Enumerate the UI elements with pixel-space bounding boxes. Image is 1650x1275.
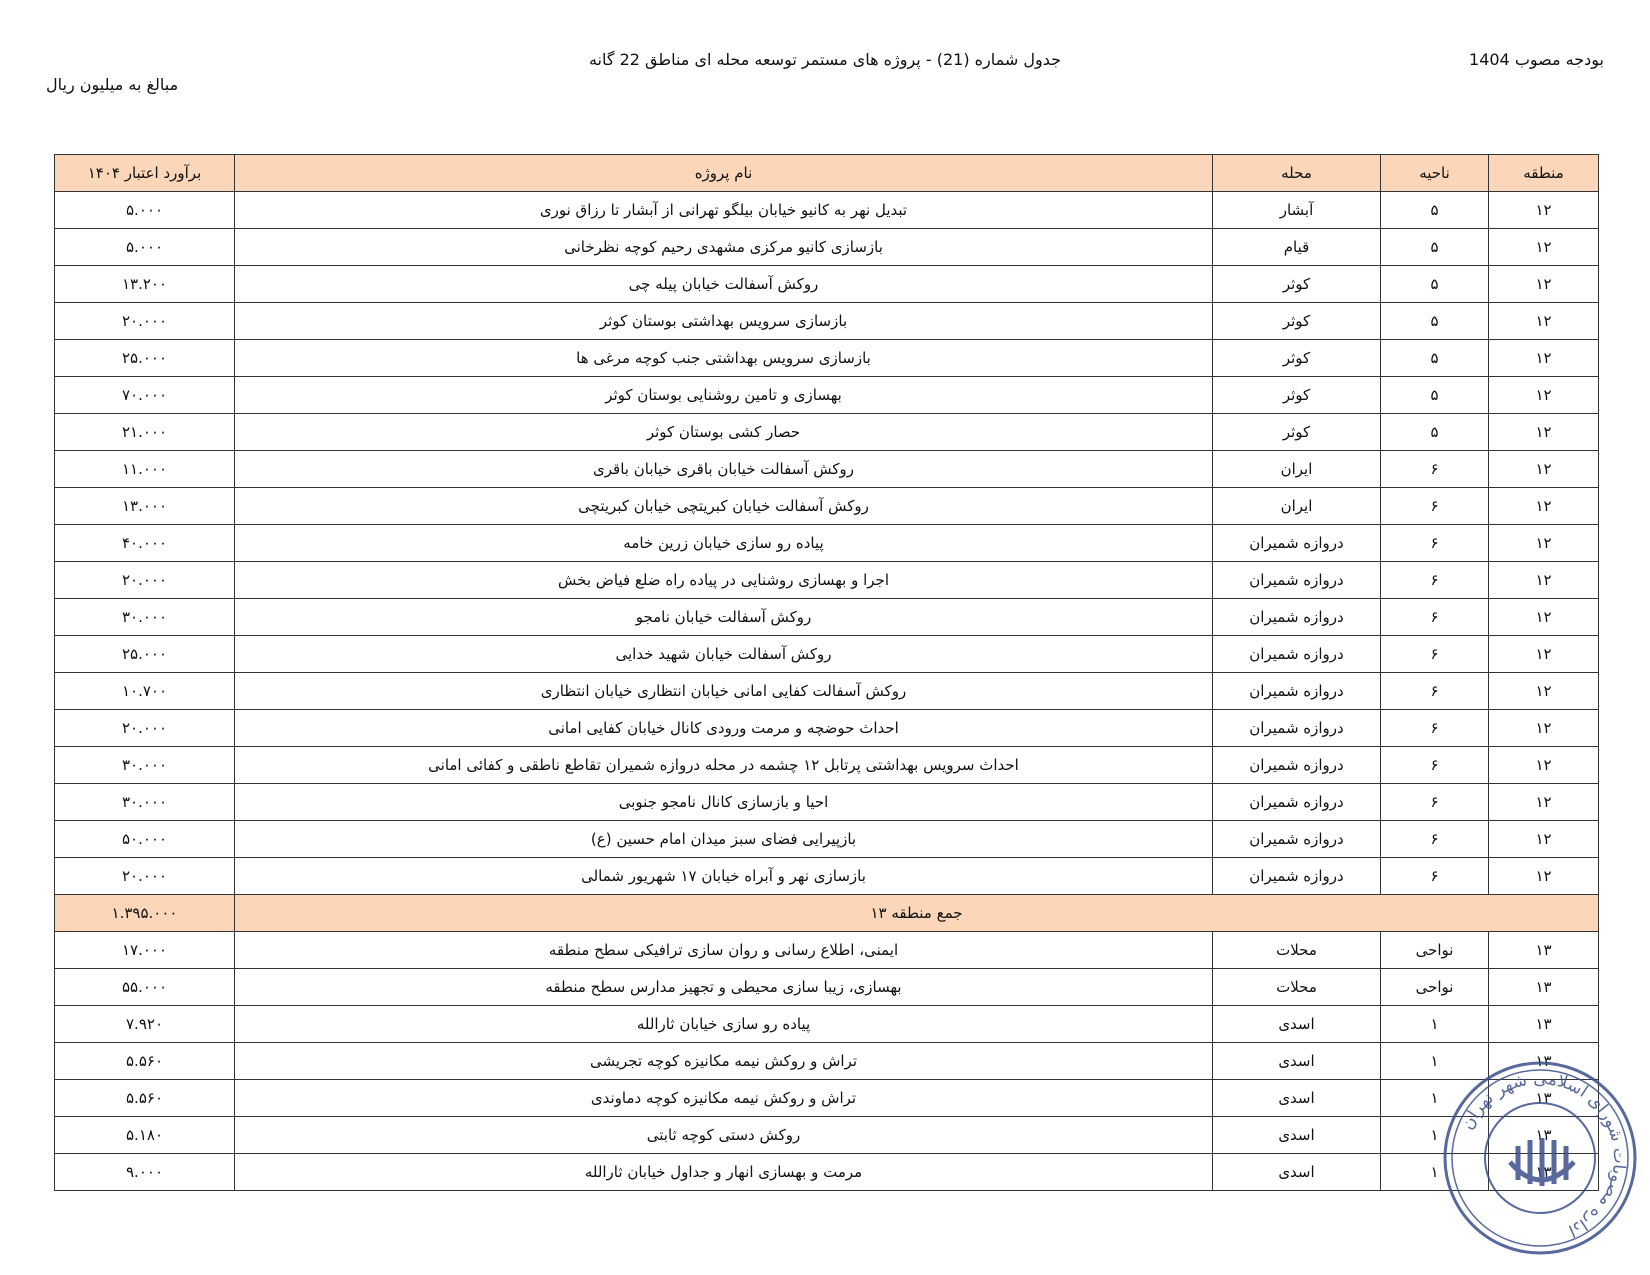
cell-credit: ۹.۰۰۰	[55, 1154, 235, 1191]
col-header-neighborhood: محله	[1213, 155, 1381, 192]
cell-region: ۱۲	[1489, 525, 1599, 562]
table-body-region-12	[55, 192, 1599, 895]
cell-district: ۱	[1381, 1154, 1489, 1191]
table-row	[55, 747, 1599, 784]
cell-region: ۱۲	[1489, 710, 1599, 747]
cell-project: تبدیل نهر به کانیو خیابان بیلگو تهرانی از آبشار تا رزاق نوری	[235, 192, 1213, 229]
cell-project: مرمت و بهسازی انهار و جداول خیابان ثارالله	[235, 1154, 1213, 1191]
cell-credit: ۲۰.۰۰۰	[55, 562, 235, 599]
cell-district: ۱	[1381, 1117, 1489, 1154]
cell-region: ۱۲	[1489, 673, 1599, 710]
cell-neighborhood: آبشار	[1213, 192, 1381, 229]
cell-region: ۱۲	[1489, 377, 1599, 414]
cell-credit: ۵.۵۶۰	[55, 1080, 235, 1117]
table-row	[55, 414, 1599, 451]
cell-credit: ۳۰.۰۰۰	[55, 747, 235, 784]
table-body-region-13	[55, 932, 1599, 1191]
cell-district: ۶	[1381, 673, 1489, 710]
cell-project: بازسازی سرویس بهداشتی جنب کوچه مرغی ها	[235, 340, 1213, 377]
cell-credit: ۲۰.۰۰۰	[55, 710, 235, 747]
cell-region: ۱۲	[1489, 821, 1599, 858]
cell-neighborhood: کوثر	[1213, 377, 1381, 414]
table-row	[55, 303, 1599, 340]
cell-district: ۶	[1381, 525, 1489, 562]
table-row	[55, 599, 1599, 636]
table-row	[55, 229, 1599, 266]
table-row	[55, 1043, 1599, 1080]
cell-neighborhood: اسدی	[1213, 1006, 1381, 1043]
cell-neighborhood: دروازه شمیران	[1213, 710, 1381, 747]
cell-project: بازسازی کانیو مرکزی مشهدی رحیم کوچه نظرخانی	[235, 229, 1213, 266]
cell-district: ۶	[1381, 488, 1489, 525]
cell-district: ۱	[1381, 1043, 1489, 1080]
table-total	[55, 895, 1599, 932]
cell-neighborhood: اسدی	[1213, 1080, 1381, 1117]
cell-district: ۱	[1381, 1006, 1489, 1043]
cell-project: حصار کشی بوستان کوثر	[235, 414, 1213, 451]
table-row	[55, 673, 1599, 710]
table-row	[55, 562, 1599, 599]
cell-credit: ۱۳.۰۰۰	[55, 488, 235, 525]
table-row	[55, 1117, 1599, 1154]
cell-district: ۵	[1381, 266, 1489, 303]
cell-district: ۶	[1381, 747, 1489, 784]
cell-region: ۱۳	[1489, 1154, 1599, 1191]
table-row	[55, 192, 1599, 229]
table-row	[55, 1006, 1599, 1043]
unit-note: مبالغ به میلیون ریال	[46, 75, 179, 94]
cell-district: ۶	[1381, 858, 1489, 895]
table-row	[55, 1154, 1599, 1191]
budget-label: بودجه مصوب 1404	[1469, 50, 1604, 69]
cell-district: ۶	[1381, 562, 1489, 599]
cell-district: نواحی	[1381, 932, 1489, 969]
cell-credit: ۵.۰۰۰	[55, 192, 235, 229]
table-row	[55, 1080, 1599, 1117]
cell-region: ۱۳	[1489, 932, 1599, 969]
cell-credit: ۵۰.۰۰۰	[55, 821, 235, 858]
cell-neighborhood: کوثر	[1213, 266, 1381, 303]
cell-neighborhood: محلات	[1213, 969, 1381, 1006]
cell-project: روکش آسفالت کفایی امانی خیابان انتظاری خیابان انتظاری	[235, 673, 1213, 710]
cell-neighborhood: کوثر	[1213, 414, 1381, 451]
cell-region: ۱۲	[1489, 229, 1599, 266]
col-header-district: ناحیه	[1381, 155, 1489, 192]
cell-district: ۵	[1381, 303, 1489, 340]
cell-district: ۵	[1381, 340, 1489, 377]
cell-region: ۱۳	[1489, 1117, 1599, 1154]
table-row	[55, 451, 1599, 488]
page-title: جدول شماره (21) - پروژه های مستمر توسعه محله ای مناطق 22 گانه	[588, 50, 1062, 69]
cell-region: ۱۳	[1489, 1043, 1599, 1080]
cell-credit: ۷۰.۰۰۰	[55, 377, 235, 414]
cell-project: پیاده رو سازی خیابان ثارالله	[235, 1006, 1213, 1043]
table-row	[55, 784, 1599, 821]
table-row	[55, 932, 1599, 969]
table-row	[55, 858, 1599, 895]
cell-credit: ۲۵.۰۰۰	[55, 636, 235, 673]
cell-neighborhood: اسدی	[1213, 1154, 1381, 1191]
cell-project: تراش و روکش نیمه مکانیزه کوچه تجریشی	[235, 1043, 1213, 1080]
cell-region: ۱۲	[1489, 636, 1599, 673]
cell-credit: ۲۵.۰۰۰	[55, 340, 235, 377]
cell-neighborhood: دروازه شمیران	[1213, 599, 1381, 636]
table-row	[55, 488, 1599, 525]
cell-region: ۱۳	[1489, 1080, 1599, 1117]
table-row	[55, 710, 1599, 747]
cell-neighborhood: دروازه شمیران	[1213, 673, 1381, 710]
cell-credit: ۲۰.۰۰۰	[55, 303, 235, 340]
cell-neighborhood: دروازه شمیران	[1213, 747, 1381, 784]
col-header-credit: برآورد اعتبار ۱۴۰۴	[55, 155, 235, 192]
cell-project: روکش آسفالت خیابان باقری خیابان باقری	[235, 451, 1213, 488]
cell-credit: ۱۷.۰۰۰	[55, 932, 235, 969]
table-row	[55, 821, 1599, 858]
cell-project: بهسازی و تامین روشنایی بوستان کوثر	[235, 377, 1213, 414]
cell-neighborhood: قیام	[1213, 229, 1381, 266]
table-row	[55, 636, 1599, 673]
cell-region: ۱۳	[1489, 969, 1599, 1006]
table-row	[55, 525, 1599, 562]
cell-project: بازسازی نهر و آبراه خیابان ۱۷ شهریور شمالی	[235, 858, 1213, 895]
cell-region: ۱۲	[1489, 562, 1599, 599]
table-row	[55, 969, 1599, 1006]
projects-table	[54, 154, 1599, 1191]
cell-project: روکش دستی کوچه ثابتی	[235, 1117, 1213, 1154]
cell-project: پیاده رو سازی خیابان زرین خامه	[235, 525, 1213, 562]
cell-project: روکش آسفالت خیابان کبریتچی خیابان کبریتچی	[235, 488, 1213, 525]
col-header-project: نام پروژه	[235, 155, 1213, 192]
table-row	[55, 266, 1599, 303]
cell-region: ۱۲	[1489, 266, 1599, 303]
cell-neighborhood: دروازه شمیران	[1213, 525, 1381, 562]
total-credit: ۱.۳۹۵.۰۰۰	[55, 895, 235, 932]
cell-project: احداث سرویس بهداشتی پرتابل ۱۲ چشمه در محله دروازه شمیران تقاطع ناطقی و کفائی امانی	[235, 747, 1213, 784]
table-row	[55, 340, 1599, 377]
cell-district: ۶	[1381, 451, 1489, 488]
cell-neighborhood: محلات	[1213, 932, 1381, 969]
cell-neighborhood: کوثر	[1213, 340, 1381, 377]
cell-region: ۱۲	[1489, 340, 1599, 377]
cell-credit: ۳۰.۰۰۰	[55, 599, 235, 636]
cell-credit: ۱۳.۲۰۰	[55, 266, 235, 303]
cell-neighborhood: دروازه شمیران	[1213, 784, 1381, 821]
cell-credit: ۲۰.۰۰۰	[55, 858, 235, 895]
total-label: جمع منطقه ۱۳	[235, 895, 1599, 932]
cell-region: ۱۲	[1489, 488, 1599, 525]
cell-neighborhood: ایران	[1213, 451, 1381, 488]
cell-credit: ۷.۹۲۰	[55, 1006, 235, 1043]
cell-region: ۱۲	[1489, 599, 1599, 636]
col-header-region: منطقه	[1489, 155, 1599, 192]
cell-district: ۱	[1381, 1080, 1489, 1117]
cell-region: ۱۲	[1489, 192, 1599, 229]
cell-project: بازسازی سرویس بهداشتی بوستان کوثر	[235, 303, 1213, 340]
cell-region: ۱۲	[1489, 784, 1599, 821]
cell-district: نواحی	[1381, 969, 1489, 1006]
cell-neighborhood: دروازه شمیران	[1213, 562, 1381, 599]
cell-district: ۶	[1381, 821, 1489, 858]
cell-district: ۶	[1381, 784, 1489, 821]
cell-region: ۱۲	[1489, 747, 1599, 784]
cell-credit: ۱۰.۷۰۰	[55, 673, 235, 710]
cell-district: ۶	[1381, 599, 1489, 636]
cell-credit: ۲۱.۰۰۰	[55, 414, 235, 451]
cell-project: احداث حوضچه و مرمت ورودی کانال خیابان کفایی امانی	[235, 710, 1213, 747]
cell-region: ۱۳	[1489, 1006, 1599, 1043]
table-row	[55, 377, 1599, 414]
cell-project: روکش آسفالت خیابان نامجو	[235, 599, 1213, 636]
cell-project: اجرا و بهسازی روشنایی در پیاده راه ضلع فیاض بخش	[235, 562, 1213, 599]
cell-district: ۶	[1381, 710, 1489, 747]
cell-neighborhood: دروازه شمیران	[1213, 821, 1381, 858]
table-header-row	[55, 155, 1599, 192]
cell-neighborhood: کوثر	[1213, 303, 1381, 340]
cell-credit: ۳۰.۰۰۰	[55, 784, 235, 821]
cell-credit: ۵.۱۸۰	[55, 1117, 235, 1154]
cell-project: بازپیرایی فضای سبز میدان امام حسین (ع)	[235, 821, 1213, 858]
cell-district: ۵	[1381, 377, 1489, 414]
cell-region: ۱۲	[1489, 451, 1599, 488]
svg-text:اداره مصوبات شورای اسلامی شهر: اداره مصوبات شورای اسلامی شهر تهران	[1457, 1068, 1630, 1241]
cell-credit: ۵.۰۰۰	[55, 229, 235, 266]
cell-credit: ۱۱.۰۰۰	[55, 451, 235, 488]
cell-neighborhood: اسدی	[1213, 1117, 1381, 1154]
cell-region: ۱۲	[1489, 858, 1599, 895]
cell-region: ۱۲	[1489, 303, 1599, 340]
cell-neighborhood: ایران	[1213, 488, 1381, 525]
cell-neighborhood: اسدی	[1213, 1043, 1381, 1080]
cell-district: ۵	[1381, 192, 1489, 229]
cell-project: تراش و روکش نیمه مکانیزه کوچه دماوندی	[235, 1080, 1213, 1117]
cell-project: روکش آسفالت خیابان شهید خدایی	[235, 636, 1213, 673]
cell-project: بهسازی، زیبا سازی محیطی و تجهیز مدارس سطح منطقه	[235, 969, 1213, 1006]
cell-region: ۱۲	[1489, 414, 1599, 451]
cell-credit: ۵۵.۰۰۰	[55, 969, 235, 1006]
cell-credit: ۵.۵۶۰	[55, 1043, 235, 1080]
cell-neighborhood: دروازه شمیران	[1213, 636, 1381, 673]
cell-district: ۵	[1381, 229, 1489, 266]
cell-credit: ۴۰.۰۰۰	[55, 525, 235, 562]
cell-district: ۶	[1381, 636, 1489, 673]
cell-neighborhood: دروازه شمیران	[1213, 858, 1381, 895]
cell-project: ایمنی، اطلاع رسانی و روان سازی ترافیکی سطح منطقه	[235, 932, 1213, 969]
cell-project: احیا و بازسازی کانال نامجو جنوبی	[235, 784, 1213, 821]
total-row	[55, 895, 1599, 932]
cell-project: روکش آسفالت خیابان پیله چی	[235, 266, 1213, 303]
cell-district: ۵	[1381, 414, 1489, 451]
